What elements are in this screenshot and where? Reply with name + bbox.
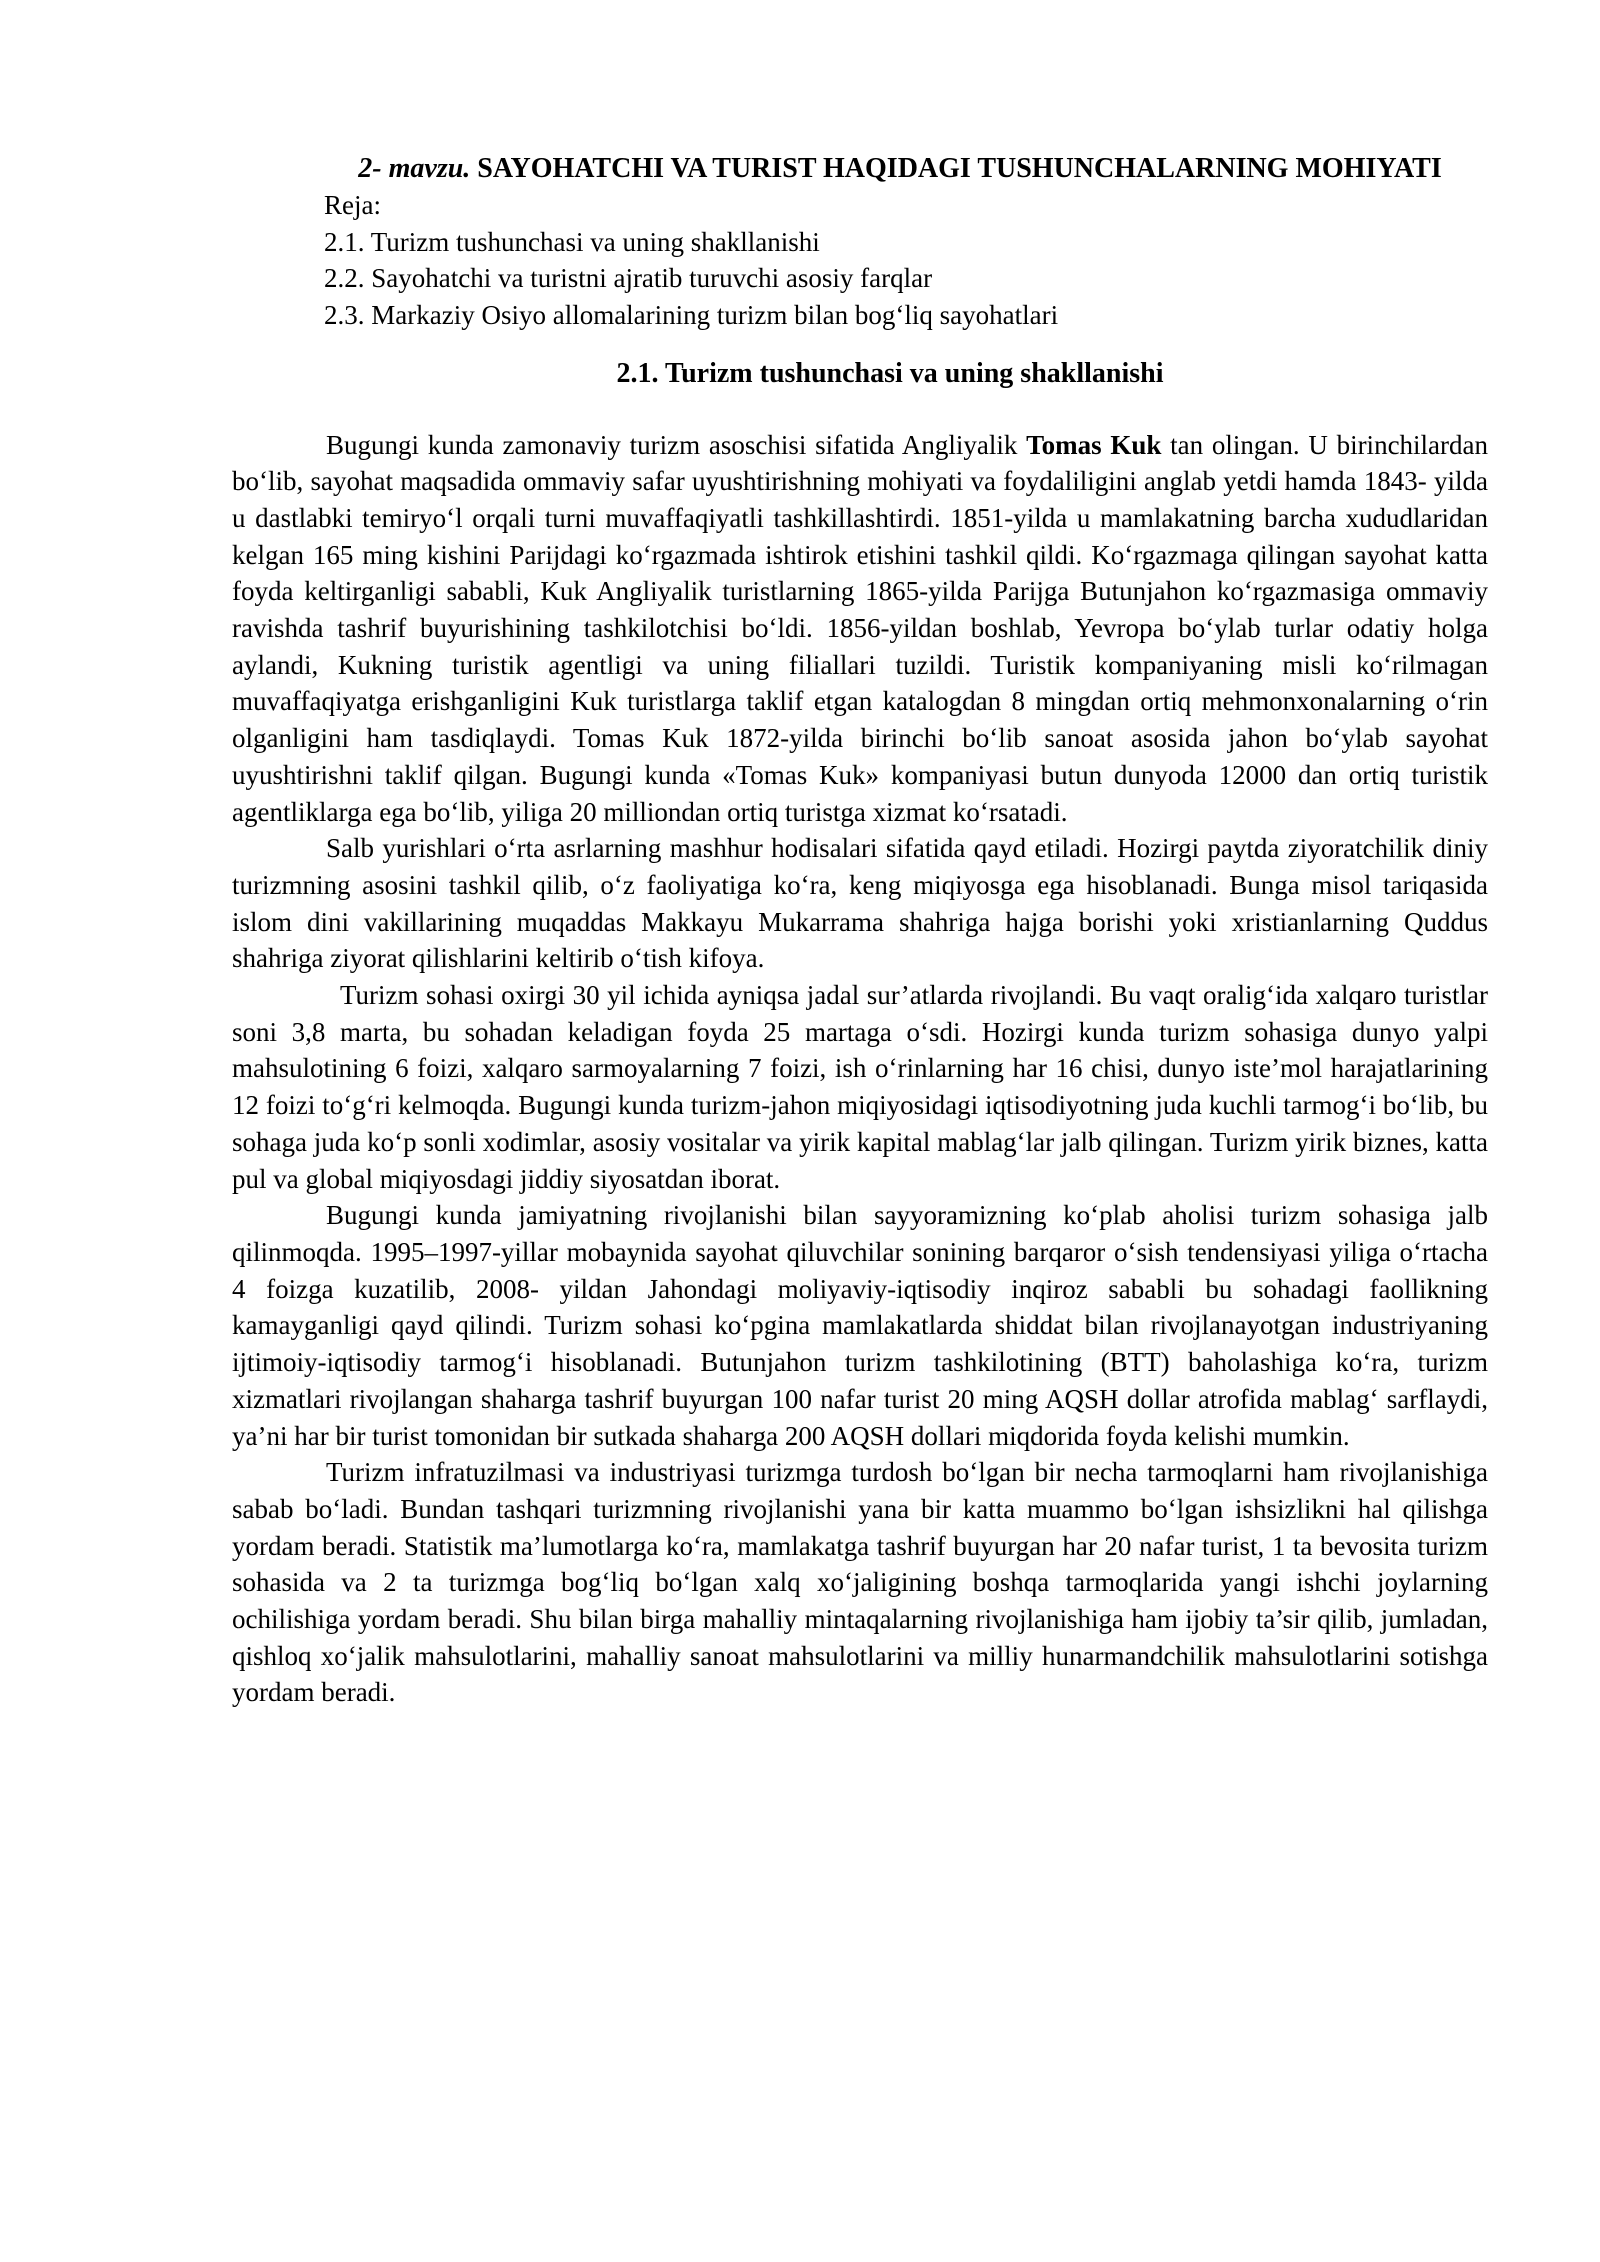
plan-item: 2.1. Turizm tushunchasi va uning shakllanishi bbox=[324, 226, 820, 257]
title-text: SAYOHATCHI VA TURIST HAQIDAGI TUSHUNCHALARNING MOHIYATI bbox=[470, 153, 1442, 184]
paragraph-5: Turizm infratuzilmasi va industriyasi turizmga turdosh bo‘lgan bir necha tarmoqlarni ham rivojlanishiga sabab bo‘ladi. Bundan tashqari turizmning rivojlanishi yana bir katta muammo bo‘lgan ishsizlikni hal qilishga yordam beradi. Statistik ma’lumotlarga ko‘ra, mamlakatga tashrif buyurgan har 20 nafar turist, 1 ta bevosita turizm sohasida va 2 ta turizmga bog‘liq bo‘lgan xalq xo‘jaligining boshqa tarmoqlarida yangi ishchi joylarning ochilishiga yordam beradi. Shu bilan birga mahalliy mintaqalarning rivojlanishiga ham ijobiy ta’sir qilib, jumladan, qishloq xo‘jalik mahsulotlarini, mahalliy sanoat mahsulotlarini va milliy hunarmandchilik mahsulotlarini sotishga yordam beradi. bbox=[232, 1457, 1488, 1708]
section-heading: 2.1. Turizm tushunchasi va uning shakllanishi bbox=[616, 357, 1164, 389]
plan-label: Reja: bbox=[324, 190, 381, 220]
title-prefix: 2- mavzu. bbox=[358, 153, 471, 184]
paragraph-2: Salb yurishlari o‘rta asrlarning mashhur hodisalari sifatida qayd etiladi. Hozirgi paytda ziyoratchilik diniy turizmning asosini tashkil qilib, o‘z faoliyatiga ko‘ra, keng miqiyosga ega hisoblanadi. Bunga misol tariqasida islom dini vakillarining muqaddas Makkayu Mukarrama shahriga hajga borishi yoki xristianlarning Quddus shahriga ziyorat qilishlarini keltirib o‘tish kifoya. bbox=[232, 833, 1488, 974]
paragraph-1-bold-name: Tomas Kuk bbox=[1026, 429, 1162, 460]
plan-list bbox=[324, 187, 1488, 334]
document-content bbox=[232, 150, 1488, 1711]
plan-item: 2.3. Markaziy Osiyo allomalarining turizm bilan bog‘liq sayohatlari bbox=[324, 300, 1059, 331]
paragraph-1-rest: tan olingan. U birinchilardan bo‘lib, sayohat maqsadida ommaviy safar uyushtirishning mohiyati va foydaliligini anglab yetdi hamda 1843- yilda u dastlabki temiryo‘l orqali turni muvaffaqiyatli tashkillashtirdi. 1851-yilda u mamlakatning barcha xududlaridan kelgan 165 ming kishini Parijdagi ko‘rgazmada ishtirok etishini tashkil qildi. Ko‘rgazmaga qilingan sayohat katta foyda keltirganligi sababli, Kuk Angliyalik turistlarning 1865-yilda Parijga Butunjahon ko‘rgazmasiga ommaviy ravishda tashrif buyurishining tashkilotchisi bo‘ldi. 1856-yildan boshlab, Yevropa bo‘ylab turlar odatiy holga aylandi, Kukning turistik agentligi va uning filiallari tuzildi. Turistik kompaniyaning misli ko‘rilmagan muvaffaqiyatga erishganligini Kuk turistlarga taklif etgan katalogdan 8 mingdan ortiq mehmonxonalarning o‘rin olganligini ham tasdiqlaydi. Tomas Kuk 1872-yilda birinchi bo‘lib sanoat asosida jahon bo‘ylab sayohat uyushtirishni taklif qilgan. Bugungi kunda «Tomas Kuk» kompaniyasi butun dunyoda 12000 dan ortiq turistik agentliklarga ega bo‘lib, yiliga 20 milliondan ortiq turistga xizmat ko‘rsatadi. bbox=[232, 429, 1489, 827]
paragraph-3: Turizm sohasi oxirgi 30 yil ichida ayniqsa jadal sur’atlarda rivojlandi. Bu vaqt oralig‘ida xalqaro turistlar soni 3,8 marta, bu sohadan keladigan foyda 25 martaga o‘sdi. Hozirgi kunda turizm sohasiga dunyo yalpi mahsulotining 6 foizi, xalqaro sarmoyalarning 7 foizi, ish o‘rinlarning har 16 chisi, dunyo iste’mol harajatlarining 12 foizi to‘g‘ri kelmoqda. Bugungi kunda turizm-jahon miqiyosidagi iqtisodiyotning juda kuchli tarmog‘i bo‘lib, bu sohaga juda ko‘p sonli xodimlar, asosiy vositalar va yirik kapital mablag‘lar jalb qilingan. Turizm yirik biznes, katta pul va global miqiyosdagi jiddiy siyosatdan iborat. bbox=[232, 980, 1488, 1194]
plan-item: 2.2. Sayohatchi va turistni ajratib turuvchi asosiy farqlar bbox=[324, 263, 933, 294]
paragraph-1-start: Bugungi kunda zamonaviy turizm asoschisi sifatida Angliyalik bbox=[326, 429, 1027, 460]
paragraph-4: Bugungi kunda jamiyatning rivojlanishi bilan sayyoramizning ko‘plab aholisi turizm sohasiga jalb qilinmoqda. 1995–1997-yillar mobaynida sayohat qiluvchilar sonining barqaror o‘sish tendensiyasi yiliga o‘rtacha 4 foizga kuzatilib, 2008- yildan Jahondagi moliyaviy-iqtisodiy inqiroz sababli bu sohadagi faollikning kamayganligi qayd qilindi. Turizm sohasi ko‘pgina mamlakatlarda shiddat bilan rivojlanayotgan industriyaning ijtimoiy-iqtisodiy tarmog‘i hisoblanadi. Butunjahon turizm tashkilotining (BTT) baholashiga ko‘ra, turizm xizmatlari rivojlangan shaharga tashrif buyurgan 100 nafar turist 20 ming AQSH dollar atrofida mablag‘ sarflaydi, ya’ni har bir turist tomonidan bir sutkada shaharga 200 AQSH dollari miqdorida foyda kelishi mumkin. bbox=[232, 1200, 1488, 1451]
document-title bbox=[232, 150, 1488, 187]
paragraph-1 bbox=[232, 427, 1488, 831]
